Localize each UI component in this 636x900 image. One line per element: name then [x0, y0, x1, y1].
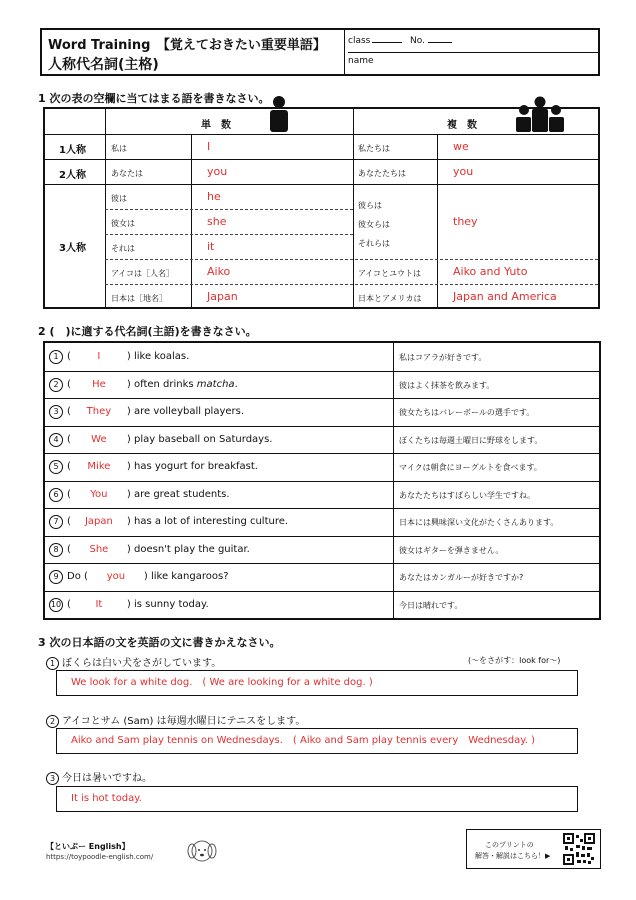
singular-en: I [207, 140, 211, 153]
english-sentence [67, 379, 238, 390]
japanese-translation: あなたたちはすばらしい学生ですね。 [399, 490, 535, 500]
person-2nd: 2人称 [59, 170, 86, 181]
japanese-translation: 彼女はギターを弾きません。 [399, 545, 504, 555]
plural-jp: 彼らは [358, 201, 382, 210]
sentence-prefix: ( [67, 516, 71, 527]
no-label: No. [410, 36, 425, 46]
answer-blank[interactable]: They [86, 406, 112, 417]
japanese-translation: 日本には興味深い文化がたくさんあります。 [399, 518, 559, 527]
sentence-rest: ) play baseball on Saturdays. [126, 433, 273, 445]
answer-blank[interactable]: It [95, 598, 103, 610]
answer-blank[interactable]: I [97, 351, 101, 362]
sentence-rest: ) has a lot of interesting culture. [126, 516, 289, 527]
sentence-rest: ) often drinks [126, 378, 197, 390]
title-en: Word Training [48, 38, 151, 53]
number-badge: 5 [49, 460, 63, 474]
english-sentence [67, 544, 250, 555]
english-sentence [67, 434, 272, 445]
singular-en: Japan [207, 290, 238, 303]
number-badge: 7 [49, 515, 63, 529]
plural-en: we [453, 140, 469, 153]
number-badge: 9 [49, 570, 63, 584]
exercise-row [45, 563, 599, 591]
answer-blank[interactable]: He [92, 378, 106, 390]
question-jp: アイコとサム (Sam) は毎週水曜日にテニスをします。 [62, 716, 306, 727]
number-badge: 6 [49, 488, 63, 502]
sentence-prefix: ( [67, 378, 71, 390]
title-jp: 【覚えておきたい重要単語】 [163, 38, 326, 53]
person-1st: 1人称 [59, 145, 86, 156]
no-input-line[interactable] [428, 34, 452, 43]
japanese-translation: 今日は晴れです。 [399, 600, 463, 610]
title-block [42, 30, 345, 74]
singular-jp: 彼は [111, 194, 127, 203]
number-badge: 2 [46, 715, 59, 728]
number-badge: 1 [49, 350, 63, 364]
answer-blank[interactable]: Mike [87, 461, 111, 472]
brand-name: 【といぷー English】 [46, 842, 130, 851]
promo-line1: このプリントの [485, 841, 534, 849]
number-badge: 10 [49, 598, 63, 612]
singular-header: 単 数 [201, 120, 231, 131]
english-sentence [67, 489, 230, 500]
class-no-fields [348, 30, 598, 53]
sentence-prefix: Do ( [67, 571, 88, 582]
exercise-row [45, 453, 599, 481]
plural-en: Japan and America [453, 290, 557, 303]
exercise-row [45, 508, 599, 536]
site-url-link[interactable]: https://toypoodle-english.com/ [46, 853, 154, 861]
singular-en: he [207, 190, 221, 203]
name-field [348, 56, 374, 66]
english-sentence [67, 351, 189, 362]
question-jp: ぼくらは白い犬をさがしています。 [62, 658, 222, 669]
sentence-rest: ) is sunny today. [126, 598, 209, 610]
sentence-prefix: ( [67, 488, 71, 500]
sentence-prefix: ( [67, 351, 71, 362]
singular-jp: アイコは［人名］ [111, 269, 174, 278]
exercise-row [45, 591, 599, 619]
question-3 [46, 769, 152, 785]
singular-jp: それは [111, 244, 135, 253]
promo-line2: 解答・解説はこちら！▶ [475, 852, 551, 860]
english-sentence [67, 516, 288, 527]
number-badge: 8 [49, 543, 63, 557]
answer-box-1[interactable]: We look for a white dog. ( We are looking for a white dog. ) [56, 670, 578, 696]
singular-jp: 私は [111, 144, 127, 153]
plural-jp: 彼女らは [358, 220, 390, 229]
english-sentence [67, 461, 258, 472]
answer-blank[interactable]: She [89, 543, 109, 555]
english-sentence [67, 571, 229, 582]
singular-jp: あなたは [111, 169, 143, 178]
number-badge: 3 [49, 405, 63, 419]
sentence-rest: ) like kangaroos? [143, 571, 229, 582]
singular-en: Aiko [207, 265, 231, 278]
plural-jp: 日本とアメリカは [358, 294, 422, 303]
name-label: name [348, 56, 374, 66]
section1-title: 1 次の表の空欄に当てはまる語を書きなさい。 [38, 92, 270, 105]
class-input-line[interactable] [372, 34, 402, 43]
person-3rd: 3人称 [59, 243, 86, 254]
exercise-row [45, 481, 599, 509]
sentence-rest: ) has yogurt for breakfast. [126, 461, 258, 472]
number-badge: 1 [46, 657, 59, 670]
japanese-translation: マイクは朝食にヨーグルトを食べます。 [399, 463, 542, 472]
singular-jp: 日本は［地名］ [111, 294, 167, 303]
plural-en: they [453, 215, 478, 228]
answer-blank[interactable]: Japan [84, 516, 113, 527]
exercise-row [45, 343, 599, 371]
sentence-prefix: ( [67, 543, 71, 555]
answer-box-2[interactable]: Aiko and Sam play tennis on Wednesdays. ( Aiko and Sam play tennis every Wednesday. ) [56, 728, 578, 754]
sentence-prefix: ( [67, 433, 71, 445]
subtitle: 人称代名詞(主格) [48, 57, 159, 73]
sentence-prefix: ( [67, 461, 71, 472]
singular-en: she [207, 215, 227, 228]
number-badge: 2 [49, 378, 63, 392]
japanese-translation: あなたはカンガルーが好きですか? [399, 573, 524, 582]
sentence-rest: ) are volleyball players. [126, 406, 245, 417]
sentence-rest: ) are great students. [126, 488, 230, 500]
plural-jp: それらは [358, 239, 390, 248]
hint-text: (〜をさがす：look for〜) [468, 656, 561, 665]
qr-code-icon[interactable] [563, 833, 595, 865]
answer-blank[interactable]: you [106, 571, 126, 582]
sentence-rest: ) doesn't play the guitar. [126, 543, 250, 555]
english-sentence [67, 599, 209, 610]
plural-jp: アイコとユウトは [358, 269, 421, 278]
class-label: class [348, 36, 371, 46]
question-1 [46, 654, 221, 670]
answer-blank[interactable]: You [90, 488, 108, 500]
number-badge: 4 [49, 433, 63, 447]
worksheet-header [40, 28, 600, 76]
sentence-prefix: ( [67, 406, 71, 417]
exercise-row [45, 426, 599, 454]
sentence-end: . [234, 378, 238, 390]
japanese-translation: 私はコアラが好きです。 [399, 353, 487, 362]
exercise-row [45, 371, 599, 399]
fill-in-table [43, 341, 601, 620]
singular-en: it [207, 240, 215, 253]
plural-header: 複 数 [447, 120, 477, 131]
english-sentence [67, 406, 244, 417]
plural-jp: 私たちは [358, 144, 390, 153]
sentence-emphasis: matcha [196, 378, 235, 390]
pronoun-table [43, 107, 600, 309]
answer-promo-box[interactable] [466, 829, 601, 869]
question-jp: 今日は暑いですね。 [62, 773, 152, 784]
number-badge: 3 [46, 772, 59, 785]
answer-blank[interactable]: We [91, 433, 107, 445]
singular-jp: 彼女は [111, 219, 135, 228]
plural-en: Aiko and Yuto [453, 265, 528, 278]
exercise-row [45, 398, 599, 426]
plural-jp: あなたたちは [358, 169, 406, 178]
japanese-translation: ぼくたちは毎週土曜日に野球をします。 [399, 435, 543, 445]
poodle-icon [184, 836, 220, 864]
singular-en: you [207, 165, 228, 178]
japanese-translation: 彼はよく抹茶を飲みます。 [399, 380, 495, 390]
section3-title: 3 次の日本語の文を英語の文に書きかえなさい。 [38, 636, 281, 649]
sentence-prefix: ( [67, 598, 71, 610]
section2-title: 2 ( )に適する代名詞(主語)を書きなさい。 [38, 325, 257, 338]
exercise-row [45, 536, 599, 564]
question-2 [46, 712, 305, 728]
answer-box-3[interactable]: It is hot today. [56, 786, 578, 812]
plural-en: you [453, 165, 474, 178]
japanese-translation: 彼女たちはバレーボールの選手です。 [399, 408, 535, 417]
sentence-rest: ) like koalas. [126, 351, 190, 362]
